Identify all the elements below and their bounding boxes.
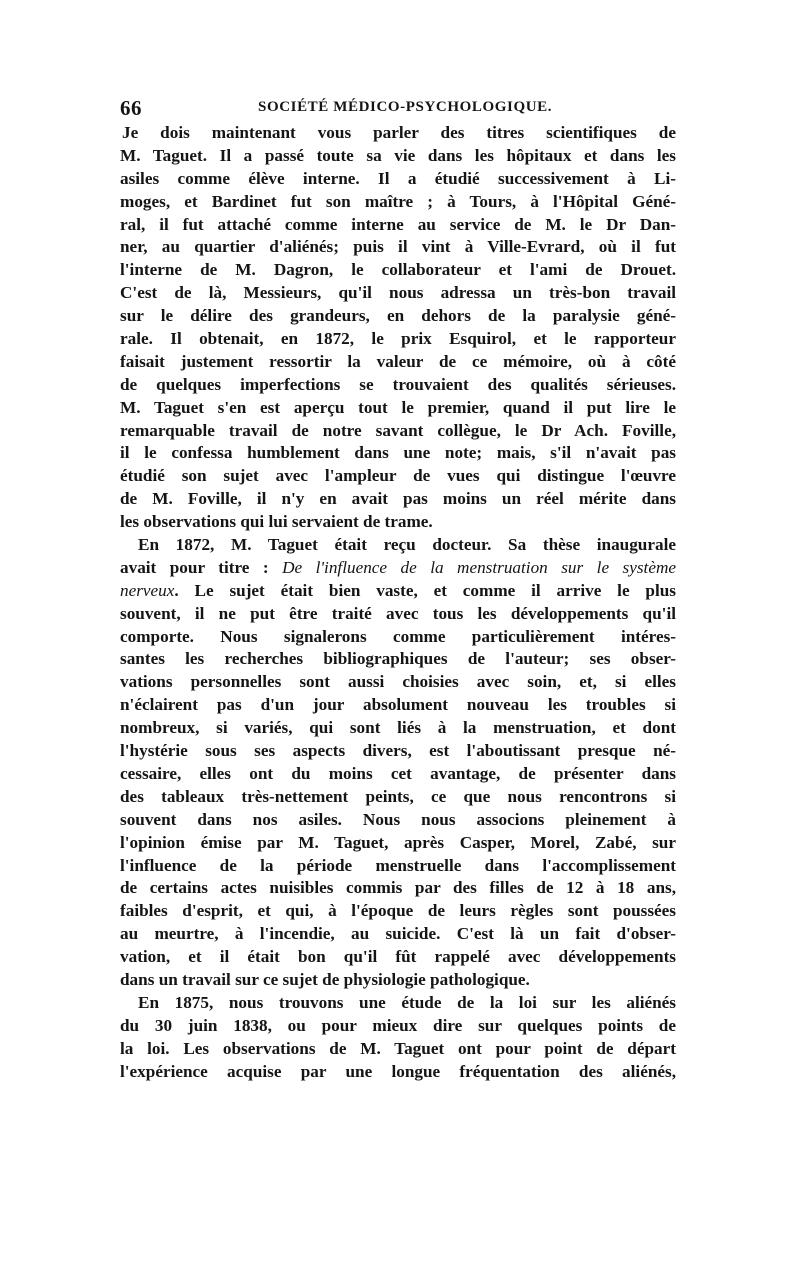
text-line: santes les recherches bibliographiques de l'auteur; ses obser-: [120, 649, 676, 669]
text-line: du 30 juin 1838, ou pour mieux dire sur quelques points de: [120, 1015, 676, 1035]
text-line: ral, il fut attaché comme interne au service de M. le Dr Dan-: [120, 214, 676, 234]
text-line: les observations qui lui servaient de trame.: [120, 512, 433, 532]
text-line: n'éclairent pas d'un jour absolument nouveau les troubles si: [120, 695, 676, 715]
text-line: de M. Foville, il n'y en avait pas moins un réel mérite dans: [120, 489, 676, 509]
thesis-title: De l'influence de la menstruation sur le système: [282, 557, 676, 577]
text-line: C'est de là, Messieurs, qu'il nous adressa un très-bon travail: [120, 283, 676, 303]
text-line: des tableaux très-nettement peints, ce que nous rencontrons si: [120, 786, 676, 806]
text-line: la loi. Les observations de M. Taguet ont pour point de départ: [120, 1038, 676, 1058]
text-line: l'hystérie sous ses aspects divers, est l'aboutissant presque né-: [120, 741, 676, 761]
text-line: au meurtre, à l'incendie, au suicide. C'est là un fait d'obser-: [120, 924, 676, 944]
text-line: En 1872, M. Taguet était reçu docteur. Sa thèse inaugurale: [138, 535, 676, 555]
text-line: sur le délire des grandeurs, en dehors de la paralysie géné-: [120, 306, 676, 326]
text-line: faibles d'esprit, et qui, à l'époque de leurs règles sont poussées: [120, 901, 676, 921]
text-line: faisait justement ressortir la valeur de ce mémoire, où à côté: [120, 351, 676, 371]
text-line: asiles comme élève interne. Il a étudié successivement à Li-: [120, 168, 676, 188]
text-line: [120, 580, 676, 603]
text-line: il le confessa humblement dans une note; mais, s'il n'avait pas: [120, 443, 676, 463]
text-line: vation, et il était bon qu'il fût rappelé avec développements: [120, 947, 676, 967]
text-fragment: . Le sujet était bien vaste, et comme il arrive le plus: [174, 580, 676, 600]
text-line: l'expérience acquise par une longue fréquentation des aliénés,: [120, 1061, 676, 1081]
body-text: [120, 122, 676, 1083]
book-page: [120, 96, 676, 1083]
text-line: Je dois maintenant vous parler des titres scientifiques de: [122, 123, 676, 142]
running-head: SOCIÉTÉ MÉDICO-PSYCHOLOGIQUE.: [258, 99, 553, 115]
text-fragment: avait pour titre :: [120, 557, 283, 577]
text-line: l'opinion émise par M. Taguet, après Casper, Morel, Zabé, sur: [120, 832, 676, 852]
text-line: En 1875, nous trouvons une étude de la loi sur les aliénés: [138, 992, 676, 1012]
text-line: de quelques imperfections se trouvaient des qualités sérieuses.: [120, 374, 676, 394]
text-line: dans un travail sur ce sujet de physiologie pathologique.: [120, 969, 530, 989]
page-header: [120, 96, 676, 122]
text-line: cessaire, elles ont du moins cet avantage, de présenter dans: [120, 763, 676, 783]
text-line: M. Taguet s'en est aperçu tout le premier, quand il put lire le: [120, 397, 676, 417]
text-line: moges, et Bardinet fut son maître ; à Tours, à l'Hôpital Géné-: [120, 191, 676, 211]
text-line: comporte. Nous signalerons comme particulièrement intéres-: [120, 626, 676, 646]
text-line: rale. Il obtenait, en 1872, le prix Esquirol, et le rapporteur: [120, 329, 676, 349]
text-line: remarquable travail de notre savant collègue, le Dr Ach. Foville,: [120, 420, 676, 440]
page-number: 66: [120, 96, 142, 120]
text-line: ner, au quartier d'aliénés; puis il vint à Ville-Evrard, où il fut: [120, 237, 676, 257]
text-line: l'interne de M. Dagron, le collaborateur et l'ami de Drouet.: [120, 260, 676, 280]
text-line: étudié son sujet avec l'ampleur de vues qui distingue l'œuvre: [120, 466, 676, 486]
text-line: vations personnelles sont aussi choisies avec soin, et, si elles: [120, 672, 676, 692]
text-line: l'influence de la période menstruelle dans l'accomplissement: [120, 855, 676, 875]
text-line: souvent dans nos asiles. Nous nous associons pleinement à: [120, 809, 676, 829]
text-line: M. Taguet. Il a passé toute sa vie dans les hôpitaux et dans les: [120, 145, 676, 165]
text-line: nombreux, si variés, qui sont liés à la menstruation, et dont: [120, 718, 676, 738]
text-line: souvent, il ne put être traité avec tous les développements qu'il: [120, 603, 676, 623]
text-line: de certains actes nuisibles commis par des filles de 12 à 18 ans,: [120, 878, 676, 898]
text-line-with-title: [120, 557, 676, 580]
thesis-title-end: nerveux: [120, 580, 175, 600]
